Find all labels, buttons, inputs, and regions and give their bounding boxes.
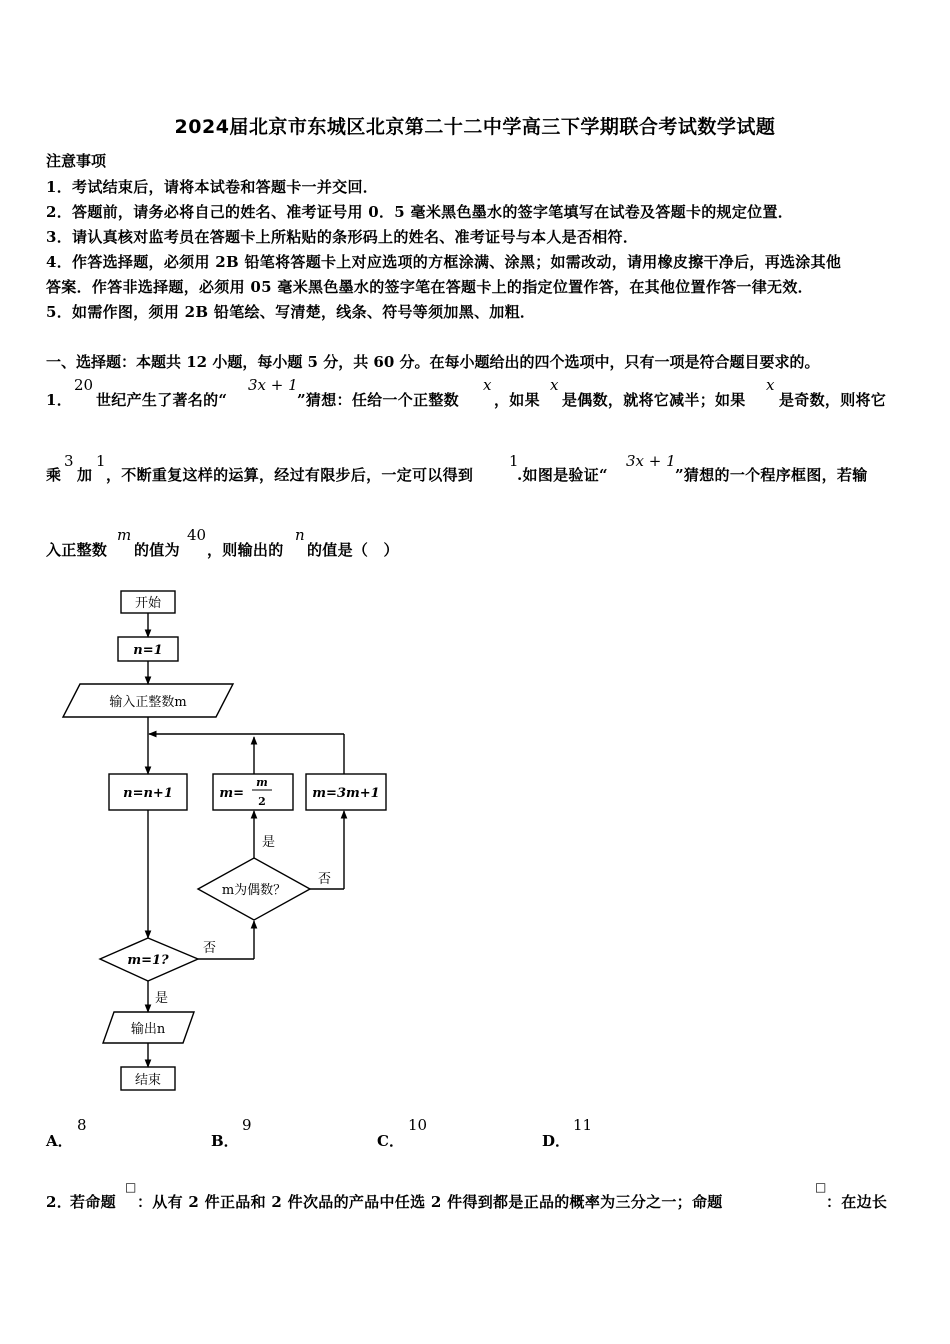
option-c-value: 10 xyxy=(408,1116,428,1134)
option-d-value: 11 xyxy=(573,1116,593,1134)
q1-text: ，如果 xyxy=(494,391,540,409)
math-twenty: 20 xyxy=(74,376,94,394)
q1-text: 加 xyxy=(77,466,93,484)
math-m: m xyxy=(117,526,132,544)
q1-text: ，则输出的 xyxy=(207,541,284,559)
q2-placeholder-box: □ xyxy=(125,1180,137,1194)
q2-text: 若命题 xyxy=(70,1193,116,1211)
q1-number: 1． xyxy=(46,391,73,409)
math-n: n xyxy=(295,526,305,544)
option-b-label: B． xyxy=(211,1132,239,1150)
math-one: 1 xyxy=(509,452,519,470)
input-label: 输入正整数m xyxy=(109,695,187,710)
q1-text: 是偶数，就将它减半；如果 xyxy=(562,391,746,409)
q1-text: 乘 xyxy=(46,466,62,484)
option-b-value: 9 xyxy=(242,1116,252,1134)
half-denominator: 2 xyxy=(258,795,266,808)
q1-text: 入正整数 xyxy=(46,541,108,559)
notice-item: 2．答题前，请务必将自己的姓名、准考证号用 0．5 毫米黑色墨水的签字笔填写在试卷及答题卡的规定位置． xyxy=(46,203,794,221)
q1-text: 的值是（ ） xyxy=(307,541,399,559)
q2-text: ：在边长 xyxy=(826,1193,888,1211)
q1-text: .如图是验证“ xyxy=(517,466,608,484)
math-x: x xyxy=(483,376,492,394)
notice-heading: 注意事项 xyxy=(46,152,107,170)
math-3x-plus-1: 3x + 1 xyxy=(626,452,676,470)
notice-item: 4．作答选择题，必须用 2B 铅笔将答题卡上对应选项的方框涂满、涂黑；如需改动，请用橡皮擦干净后，再选涂其他 xyxy=(46,253,842,271)
math-forty: 40 xyxy=(187,526,207,544)
q1-text: 是奇数，则将它 xyxy=(779,391,887,409)
notice-item: 1．考试结束后，请将本试卷和答题卡一并交回． xyxy=(46,178,379,196)
no-label-lower: 否 xyxy=(203,941,217,956)
yes-label-upper: 是 xyxy=(262,835,276,850)
option-a-label: A． xyxy=(46,1132,73,1150)
q1-text: ，不断重复这样的运算，经过有限步后，一定可以得到 xyxy=(106,466,474,484)
option-a-value: 8 xyxy=(77,1116,87,1134)
no-label-right: 否 xyxy=(318,872,332,887)
page-title: 2024届北京市东城区北京第二十二中学高三下学期联合考试数学试题 xyxy=(174,116,776,138)
flowchart xyxy=(0,580,420,1100)
increment-label: n=n+1 xyxy=(123,786,173,801)
q1-text: 的值为 xyxy=(134,541,180,559)
yes-label-lower: 是 xyxy=(155,991,169,1006)
q2-number: 2． xyxy=(46,1193,73,1211)
init-label: n=1 xyxy=(133,643,163,658)
end-label: 结束 xyxy=(134,1073,162,1088)
q2-placeholder-box: □ xyxy=(815,1180,827,1194)
half-numerator: m xyxy=(256,776,268,789)
start-label: 开始 xyxy=(134,596,162,611)
triple-label: m=3m+1 xyxy=(312,786,380,801)
math-3x-plus-1: 3x + 1 xyxy=(248,376,298,394)
math-x: x xyxy=(766,376,775,394)
q1-text: ”猜想：任给一个正整数 xyxy=(297,391,459,409)
notice-item: 5．如需作图，须用 2B 铅笔绘、写清楚，线条、符号等须加黑、加粗． xyxy=(46,303,536,321)
q1-text: ”猜想的一个程序框图，若输 xyxy=(675,466,868,484)
output-label: 输出n xyxy=(130,1022,166,1037)
option-d-label: D． xyxy=(542,1132,571,1150)
math-one: 1 xyxy=(96,452,106,470)
even-question: m为偶数？ xyxy=(221,883,287,898)
math-x: x xyxy=(550,376,559,394)
q2-text: ：从有 2 件正品和 2 件次品的产品中任选 2 件得到都是正品的概率为三分之一；命题 xyxy=(137,1193,723,1211)
section-heading: 一、选择题：本题共 12 小题，每小题 5 分，共 60 分。在每小题给出的四个选项中，只有一项是符合题目要求的。 xyxy=(46,353,820,371)
notice-item: 答案．作答非选择题，必须用 05 毫米黑色墨水的签字笔在答题卡上的指定位置作答，在其他位置作答一律无效． xyxy=(46,278,813,296)
notice-item: 3．请认真核对监考员在答题卡上所粘贴的条形码上的姓名、准考证号与本人是否相符． xyxy=(46,228,639,246)
q1-text: 世纪产生了著名的“ xyxy=(96,391,228,409)
math-three: 3 xyxy=(64,452,74,470)
option-c-label: C． xyxy=(377,1132,404,1150)
half-label: m= xyxy=(219,786,244,801)
eq1-question: m=1? xyxy=(127,953,169,968)
